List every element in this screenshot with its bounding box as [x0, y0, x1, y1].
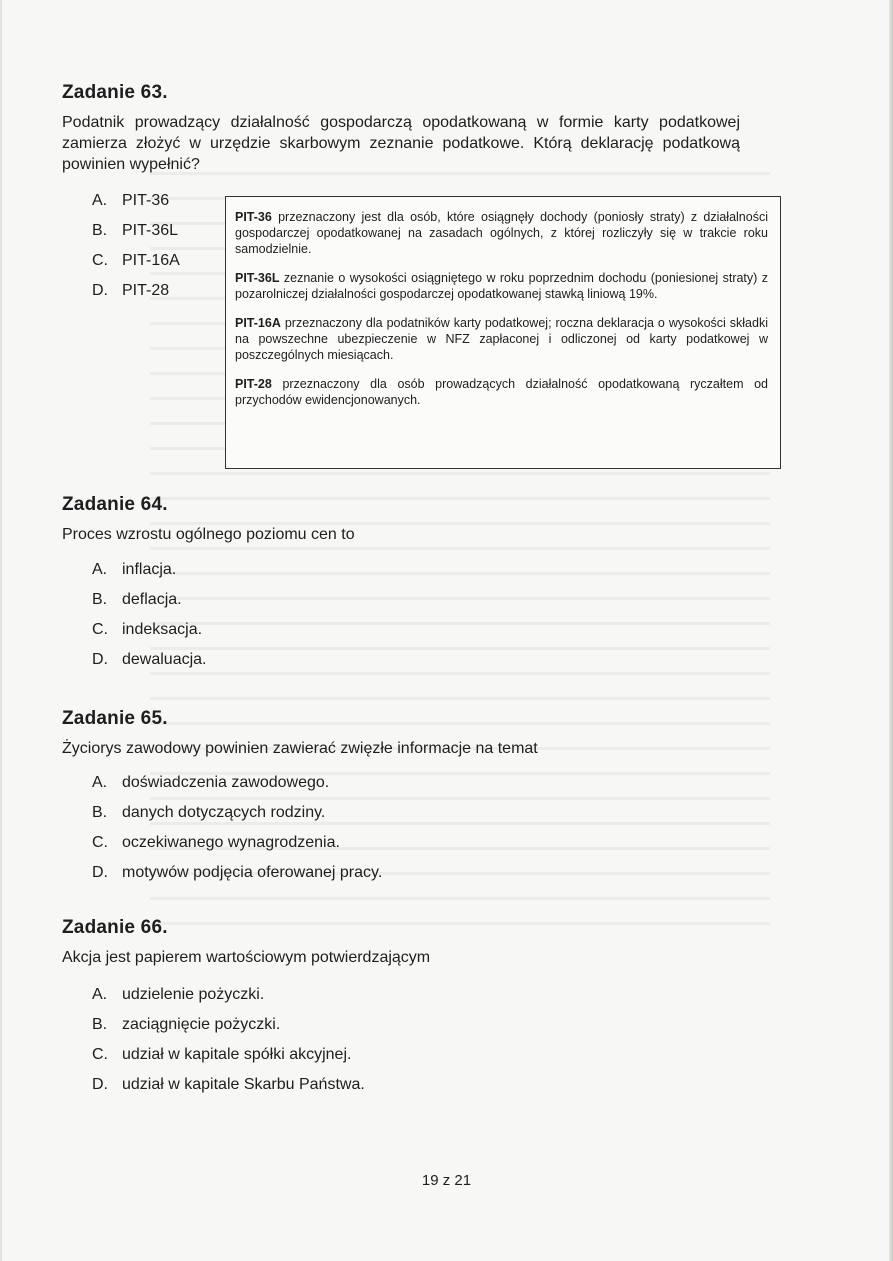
option-d: D. udział w kapitale Skarbu Państwa. — [92, 1076, 365, 1093]
task-question: Życiorys zawodowy powinien zawierać zwięzłe informacje na temat — [62, 740, 538, 757]
task-question: Akcja jest papierem wartościowym potwierdzającym — [62, 949, 431, 966]
task-63 — [62, 82, 740, 175]
task-title: Zadanie 65. — [62, 708, 168, 729]
task-question: Proces wzrostu ogólnego poziomu cen to — [62, 526, 355, 543]
option-c: C. PIT-16A — [92, 252, 180, 269]
task-65-options — [92, 768, 382, 888]
option-a: A. PIT-36 — [92, 192, 170, 209]
info-pit36l: PIT-36L zeznanie o wysokości osiągniętego w roku poprzednim dochodu (poniesionej straty) z pozarolniczej działalności gospodarczej opodatkowanej stawką liniową 19%. — [235, 271, 768, 301]
task-64 — [62, 494, 355, 545]
task-66-options — [92, 980, 365, 1100]
task-63-options — [92, 186, 180, 306]
option-b: B. deflacja. — [92, 591, 182, 608]
task-question: Podatnik prowadzący działalność gospodarczą opodatkowaną w formie karty podatkowej zamierza złożyć w urzędzie skarbowym zeznanie podatkowe. Którą deklarację podatkową powinien wypełnić? — [62, 114, 740, 173]
info-pit28: PIT-28 przeznaczony dla osób prowadzących działalność opodatkowaną ryczałtem od przychodów ewidencjonowanych. — [235, 377, 768, 407]
option-d: D. motywów podjęcia oferowanej pracy. — [92, 864, 383, 881]
task-title: Zadanie 66. — [62, 917, 168, 938]
task-65 — [62, 708, 538, 759]
option-a: A. udzielenie pożyczki. — [92, 986, 265, 1003]
option-d: D. PIT-28 — [92, 282, 170, 299]
task-66 — [62, 917, 430, 968]
info-pit36: PIT-36 przeznaczony jest dla osób, które osiągnęły dochody (poniosły straty) z działalności gospodarczej opodatkowanej na zasadach ogólnych, z której rozliczyły się w trakcie roku samodzielnie. — [235, 210, 768, 256]
option-b: B. danych dotyczących rodziny. — [92, 804, 326, 821]
task-title: Zadanie 64. — [62, 494, 168, 515]
pit-info-box — [225, 196, 781, 469]
task-title: Zadanie 63. — [62, 82, 168, 103]
page-number: 19 z 21 — [421, 1172, 472, 1189]
option-b: B. PIT-36L — [92, 222, 179, 239]
option-c: C. udział w kapitale spółki akcyjnej. — [92, 1046, 352, 1063]
page-left-edge — [0, 0, 2, 1261]
task-64-options — [92, 555, 207, 675]
option-a: A. inflacja. — [92, 561, 177, 578]
page-right-edge — [889, 0, 893, 1261]
option-d: D. dewaluacja. — [92, 651, 207, 668]
option-b: B. zaciągnięcie pożyczki. — [92, 1016, 281, 1033]
info-pit16a: PIT-16A przeznaczony dla podatników karty podatkowej; roczna deklaracja o wysokości składki na powszechne ubezpieczenie w NFZ zapłaconej i odliczonej od karty podatkowej w poszczególnych miesiącach. — [235, 316, 768, 362]
option-c: C. indeksacja. — [92, 621, 203, 638]
option-a: A. doświadczenia zawodowego. — [92, 774, 330, 791]
option-c: C. oczekiwanego wynagrodzenia. — [92, 834, 340, 851]
